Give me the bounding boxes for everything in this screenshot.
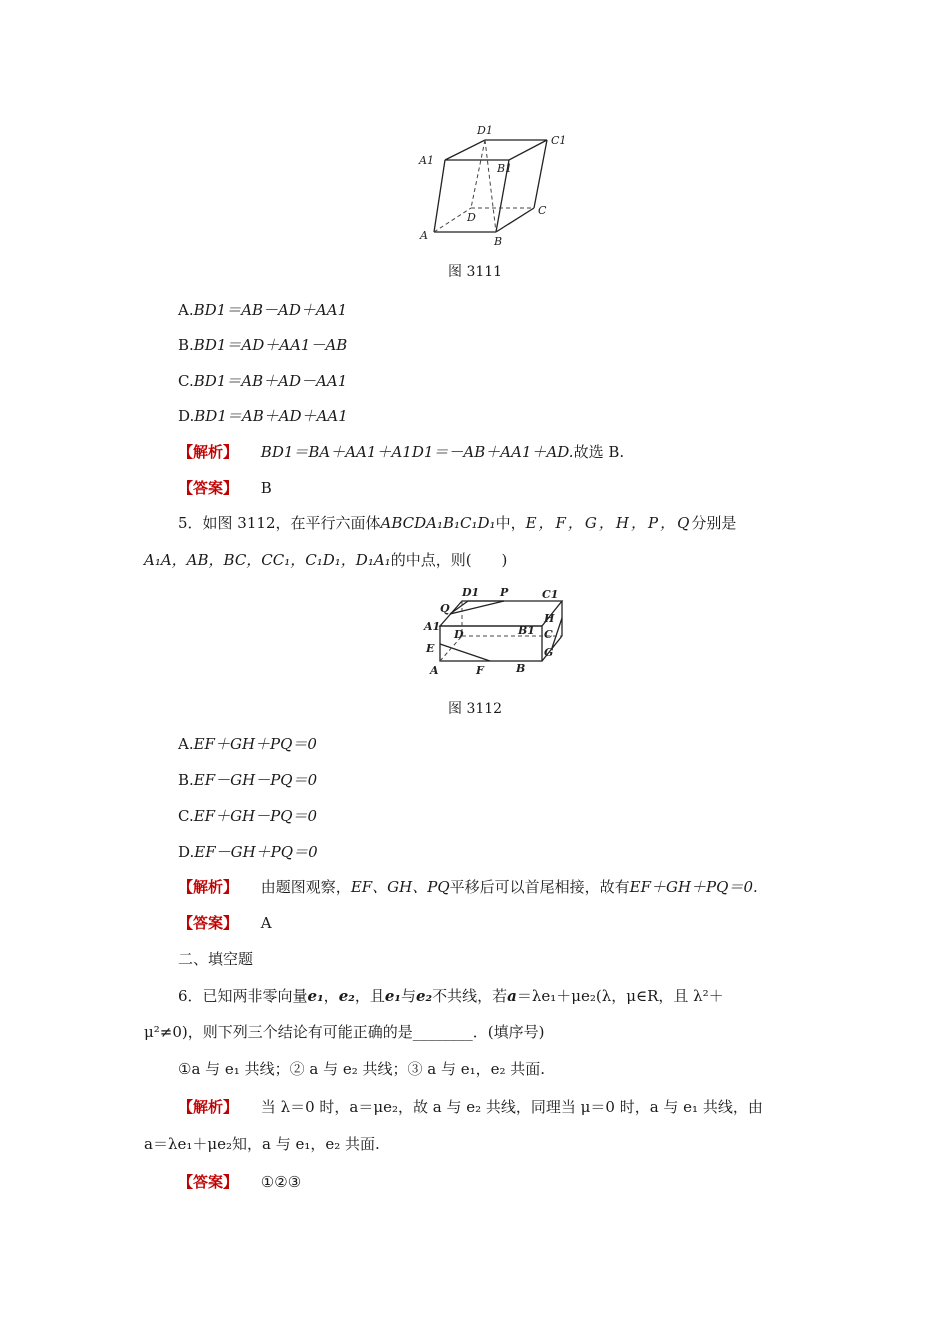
q5-analysis: 【解析】 由题图观察，EF、GH、PQ平移后可以首尾相接，故有EF＋GH＋PQ＝0. (178, 878, 758, 896)
label-d1: D1 (462, 586, 480, 599)
q5-option-b: B.EF－GH－PQ＝0 (178, 771, 318, 789)
q4-analysis: 【解析】 BD1＝BA＋AA1＋A1D1＝－AB＋AA1＋AD.故选 B. (178, 443, 625, 461)
label-f: F (476, 664, 484, 677)
label-a: A (420, 229, 428, 242)
figure-3111 (415, 120, 575, 250)
label-a: A (430, 664, 439, 677)
label-b1: B1 (518, 624, 535, 637)
q6-stem-line1: 6．已知两非零向量e₁，e₂，且e₁与e₂不共线，若a＝λe₁＋μe₂(λ，μ∈R，且 λ²＋ (178, 987, 724, 1005)
q6-analysis-line2: a＝λe₁＋μe₂知，a 与 e₁，e₂ 共面. (144, 1135, 380, 1153)
answer-tag: 【答案】 (178, 914, 239, 932)
q5-answer: 【答案】 A (178, 914, 272, 932)
answer-tag: 【答案】 (178, 1173, 239, 1191)
label-a1: A1 (424, 620, 441, 633)
q4-answer: 【答案】 B (178, 479, 272, 497)
label-d: D (454, 628, 464, 641)
label-c: C (538, 204, 547, 217)
q5-option-a: A.EF＋GH＋PQ＝0 (178, 735, 317, 753)
label-c: C (544, 628, 553, 641)
label-a1: A1 (419, 154, 434, 167)
q5-stem-line2: A₁A，AB，BC，CC₁，C₁D₁，D₁A₁的中点，则( ) (144, 551, 508, 569)
q5-option-c: C.EF＋GH－PQ＝0 (178, 807, 318, 825)
analysis-tag: 【解析】 (178, 1098, 239, 1116)
label-e: E (426, 642, 435, 655)
label-p: P (500, 586, 509, 599)
label-q: Q (440, 602, 450, 615)
figure-3111-caption: 图 3111 (448, 264, 503, 280)
label-b1: B1 (497, 162, 513, 175)
label-g: G (544, 646, 554, 659)
label-b: B (494, 235, 503, 248)
q6-answer: 【答案】 ①②③ (178, 1173, 302, 1191)
label-c1: C1 (551, 134, 567, 147)
section-heading: 二、填空题 (178, 950, 254, 968)
q4-option-b: B.BD1＝AD＋AA1－AB (178, 336, 348, 354)
label-c1: C1 (542, 588, 559, 601)
figure-3112 (420, 584, 570, 680)
q6-statements: ①a 与 e₁ 共线；② a 与 e₂ 共线；③ a 与 e₁，e₂ 共面. (178, 1060, 546, 1078)
label-d: D (467, 211, 476, 224)
q6-stem-line2: μ²≠0)，则下列三个结论有可能正确的是________．(填序号) (144, 1023, 545, 1041)
figure-3112-caption: 图 3112 (448, 701, 503, 717)
analysis-tag: 【解析】 (178, 443, 239, 461)
analysis-tag: 【解析】 (178, 878, 239, 896)
label-h: H (544, 612, 555, 625)
q4-option-c: C.BD1＝AB＋AD－AA1 (178, 372, 348, 390)
label-b: B (516, 662, 526, 675)
q4-option-a: A.BD1＝AB－AD＋AA1 (178, 301, 348, 319)
q6-analysis: 【解析】 当 λ＝0 时，a＝μe₂，故 a 与 e₂ 共线，同理当 μ＝0 时，a 与 e₁ 共线，由 (178, 1098, 763, 1116)
q5-stem-line1: 5．如图 3112，在平行六面体ABCDA₁B₁C₁D₁中，E，F，G，H，P，Q分别是 (178, 514, 737, 532)
label-d1: D1 (477, 124, 493, 137)
q5-option-d: D.EF－GH＋PQ＝0 (178, 843, 318, 861)
q4-option-d: D.BD1＝AB＋AD＋AA1 (178, 407, 348, 425)
answer-tag: 【答案】 (178, 479, 239, 497)
